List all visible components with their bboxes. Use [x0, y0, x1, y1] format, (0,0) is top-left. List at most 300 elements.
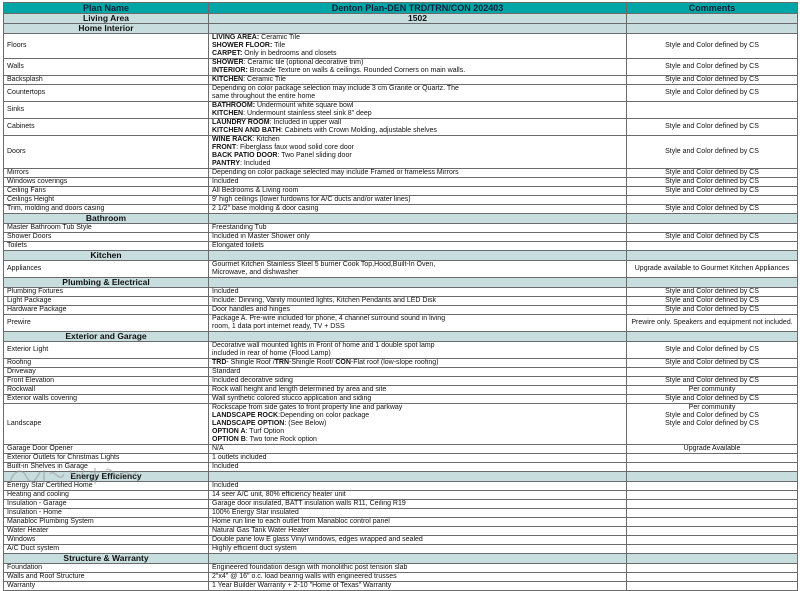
desc-text: All Bedrooms & Living room [212, 187, 299, 194]
feature-description [209, 242, 627, 251]
desc-line [212, 76, 623, 84]
desc-text: Garage door insulated, BATT insulation walls R11, Ceiling R19 [212, 500, 406, 507]
desc-line [212, 67, 623, 75]
desc-text: : Ceramic tile (optional decorative trim) [243, 59, 364, 66]
comment-text: Style and Color defined by CS [665, 123, 759, 130]
bold-label: KITCHEN [212, 110, 244, 117]
desc-text: : Kitchen [252, 136, 280, 143]
feature-comment [627, 34, 798, 59]
feature-description [209, 288, 627, 297]
feature-comment [627, 573, 798, 582]
section-row [4, 24, 798, 34]
desc-line [212, 233, 623, 241]
feature-name: Cabinets [4, 119, 209, 136]
table-row [4, 368, 798, 377]
desc-line [212, 224, 623, 232]
table-row [4, 85, 798, 102]
feature-comment [627, 395, 798, 404]
bold-label: CARPET: [212, 50, 243, 57]
desc-text: Included in Master Shower only [212, 233, 310, 240]
desc-line [212, 428, 623, 436]
desc-line [212, 395, 623, 403]
desc-text: : Included [240, 160, 271, 167]
desc-text: Standard [212, 368, 241, 375]
desc-line [212, 136, 623, 144]
feature-description [209, 368, 627, 377]
table-row [4, 102, 798, 119]
comment-text: Style and Color defined by CS [665, 169, 759, 176]
feature-description [209, 491, 627, 500]
desc-line [212, 297, 623, 305]
feature-comment [627, 306, 798, 315]
desc-line [212, 463, 623, 471]
comment-text: Style and Color defined by CS [665, 297, 759, 304]
feature-description [209, 445, 627, 454]
desc-text: 2"x4" @ 16" o.c. load bearing walls with engineered trusses [212, 573, 397, 580]
section-title: Bathroom [4, 214, 209, 224]
bold-label: LAUNDRY ROOM [212, 119, 270, 126]
feature-name: A/C Duct system [4, 545, 209, 554]
feature-name: Toilets [4, 242, 209, 251]
desc-text: : Included in upper wall [269, 119, 342, 126]
table-row [4, 454, 798, 463]
feature-name: Shower Doors [4, 233, 209, 242]
feature-description [209, 187, 627, 196]
feature-description [209, 395, 627, 404]
feature-name: Energy Star Certified Home [4, 482, 209, 491]
table-row [4, 297, 798, 306]
desc-text: Door handles and hinges [212, 306, 290, 313]
desc-text: : Cabinets with Crown Molding, adjustable shelves [280, 127, 437, 134]
feature-name: Hardware Package [4, 306, 209, 315]
feature-name: Rockwall [4, 386, 209, 395]
header-row [4, 3, 798, 14]
desc-line [212, 323, 623, 331]
desc-line [212, 527, 623, 535]
table-row [4, 395, 798, 404]
desc-text: 14 seer A/C unit, 80% efficiency heater unit [212, 491, 346, 498]
feature-name: Exterior walls covering [4, 395, 209, 404]
table-row [4, 34, 798, 59]
feature-comment [627, 445, 798, 454]
desc-text: Undermount white square bowl [255, 102, 354, 109]
feature-description [209, 297, 627, 306]
table-row [4, 315, 798, 332]
desc-text: Home run line to each outlet from Manabloc control panel [212, 518, 390, 525]
desc-line [212, 368, 623, 376]
comment-text: Style and Color defined by CS [665, 288, 759, 295]
desc-line [212, 482, 623, 490]
desc-line [212, 436, 623, 444]
desc-text: same throughout the entire home [212, 93, 316, 100]
desc-text: Package A. Pre-wire included for phone, 4 channel surround sound in living [212, 315, 446, 322]
desc-text: :Depending on color package [278, 412, 370, 419]
feature-name: Floors [4, 34, 209, 59]
comment-text: Style and Color defined by CS [665, 63, 759, 70]
feature-description [209, 463, 627, 472]
table-row [4, 491, 798, 500]
desc-line [212, 127, 623, 135]
comment-text: Style and Color defined by CS [665, 377, 759, 384]
feature-comment [627, 187, 798, 196]
comment-text: Prewire only. Speakers and equipment not included. [631, 319, 793, 326]
feature-comment [627, 454, 798, 463]
feature-description [209, 342, 627, 359]
desc-text: Wall synthetic colored stucco application and siding [212, 395, 372, 402]
desc-text: Gourmet Kitchen Stainless Steel 5 burner Cook Top,Hood,Built-In Oven, [212, 261, 436, 268]
feature-description [209, 359, 627, 368]
feature-name: Light Package [4, 297, 209, 306]
comment-line: Style and Color defined by CS [665, 412, 759, 419]
feature-name: Prewire [4, 315, 209, 332]
feature-description [209, 564, 627, 573]
feature-description [209, 178, 627, 187]
feature-name: Doors [4, 136, 209, 169]
section-row [4, 214, 798, 224]
desc-line [212, 377, 623, 385]
desc-line [212, 315, 623, 323]
feature-description [209, 196, 627, 205]
desc-text: : Turf Option [245, 428, 285, 435]
table-row [4, 536, 798, 545]
feature-comment [627, 233, 798, 242]
living-area-value: 1502 [209, 14, 627, 24]
bold-label: TRN [274, 359, 290, 366]
feature-comment [627, 342, 798, 359]
comment-text: Per community [688, 386, 736, 393]
section-row [4, 554, 798, 564]
living-area-label: Living Area [4, 14, 209, 24]
table-row [4, 482, 798, 491]
feature-name: Walls [4, 59, 209, 76]
feature-comment [627, 178, 798, 187]
table-row [4, 187, 798, 196]
section-title: Structure & Warranty [4, 554, 209, 564]
feature-comment [627, 368, 798, 377]
desc-line [212, 491, 623, 499]
section-title: Plumbing & Electrical [4, 278, 209, 288]
desc-text: Only in bedrooms and closets [242, 50, 337, 57]
table-row [4, 242, 798, 251]
feature-comment [627, 482, 798, 491]
feature-comment [627, 59, 798, 76]
bold-label: INTERIOR: [212, 67, 248, 74]
feature-description [209, 377, 627, 386]
section-row [4, 278, 798, 288]
section-title: Exterior and Garage [4, 332, 209, 342]
comment-text: Style and Color defined by CS [665, 187, 759, 194]
desc-line [212, 288, 623, 296]
feature-name: Garage Door Opener [4, 445, 209, 454]
table-row [4, 500, 798, 509]
feature-name: Ceiling Fans [4, 187, 209, 196]
feature-name: Walls and Roof Structure [4, 573, 209, 582]
desc-text: Double pane low E glass Vinyl windows, edges wrapped and sealed [212, 536, 423, 543]
bold-label: WINE RACK [212, 136, 253, 143]
feature-description [209, 509, 627, 518]
bold-label: CON [335, 359, 351, 366]
desc-line [212, 454, 623, 462]
desc-text: Highly efficient duct system [212, 545, 297, 552]
feature-description [209, 119, 627, 136]
comment-text: Style and Color defined by CS [665, 233, 759, 240]
feature-comment [627, 196, 798, 205]
table-row [4, 518, 798, 527]
desc-text: Rockscape from side gates to front property line and parkway [212, 404, 403, 411]
desc-text: Included decorative siding [212, 377, 293, 384]
feature-description [209, 205, 627, 214]
section-row [4, 472, 798, 482]
desc-text: Ceramic Tile [259, 34, 301, 41]
table-row [4, 342, 798, 359]
feature-comment [627, 76, 798, 85]
bold-label: BACK PATIO DOOR [212, 152, 278, 159]
comment-text: Style and Color defined by CS [665, 178, 759, 185]
desc-text: Included [212, 288, 239, 295]
feature-comment [627, 564, 798, 573]
feature-comment [627, 518, 798, 527]
desc-line [212, 160, 623, 168]
table-row [4, 509, 798, 518]
section-title: Energy Efficiency [4, 472, 209, 482]
header-plan-name: Plan Name [4, 3, 209, 14]
desc-text: N/A [212, 445, 224, 452]
bold-label: KITCHEN AND BATH [212, 127, 281, 134]
desc-text: Tile [272, 42, 286, 49]
bold-label: BATHROOM: [212, 102, 256, 109]
feature-description [209, 527, 627, 536]
feature-name: Manabloc Plumbing System [4, 518, 209, 527]
desc-line [212, 412, 623, 420]
desc-text: Elongated toilets [212, 242, 264, 249]
desc-text: Natural Gas Tank Water Heater [212, 527, 310, 534]
feature-comment [627, 545, 798, 554]
desc-text: -Shingle Roof/ [289, 359, 336, 366]
feature-name: Ceilings Height [4, 196, 209, 205]
bold-label: PANTRY [212, 160, 240, 167]
desc-line [212, 342, 623, 350]
feature-comment [627, 359, 798, 368]
desc-line [212, 269, 623, 277]
desc-text: 9' high ceilings (lower furdowns for A/C ducts and/or water lines) [212, 196, 411, 203]
table-row [4, 527, 798, 536]
table-row [4, 445, 798, 454]
desc-line [212, 386, 623, 394]
desc-line [212, 187, 623, 195]
table-row [4, 463, 798, 472]
table-row [4, 119, 798, 136]
feature-description [209, 261, 627, 278]
bold-label: LANDSCAPE ROCK [212, 412, 279, 419]
table-row [4, 573, 798, 582]
desc-text: Depending on color package selection may include 3 cm Granite or Quartz. The [212, 85, 459, 92]
feature-description [209, 233, 627, 242]
feature-description [209, 34, 627, 59]
feature-comment [627, 169, 798, 178]
desc-line [212, 34, 623, 42]
feature-comment [627, 509, 798, 518]
desc-text: Microwave, and dishwasher [212, 269, 299, 276]
desc-text: Included [212, 178, 239, 185]
desc-line [212, 306, 623, 314]
bold-label: SHOWER [212, 59, 244, 66]
bold-label: OPTION B [212, 436, 246, 443]
table-row [4, 404, 798, 445]
desc-line [212, 50, 623, 58]
table-row [4, 205, 798, 214]
feature-name: Backsplash [4, 76, 209, 85]
desc-line [212, 404, 623, 412]
feature-comment [627, 500, 798, 509]
section-title: Kitchen [4, 251, 209, 261]
section-title: Home Interior [4, 24, 209, 34]
desc-line [212, 582, 623, 590]
desc-line [212, 205, 623, 213]
desc-text: : Undermount stainless steel sink 8" deep [243, 110, 372, 117]
feature-description [209, 582, 627, 591]
table-row [4, 59, 798, 76]
desc-text: - Shingle Roof / [226, 359, 275, 366]
feature-comment [627, 491, 798, 500]
feature-comment [627, 297, 798, 306]
feature-comment [627, 377, 798, 386]
feature-comment [627, 119, 798, 136]
feature-name: Trim, molding and doors casing [4, 205, 209, 214]
feature-name: Windows coverings [4, 178, 209, 187]
feature-comment [627, 527, 798, 536]
comment-text: Style and Color defined by CS [665, 42, 759, 49]
feature-comment [627, 205, 798, 214]
desc-line [212, 573, 623, 581]
comment-text: Style and Color defined by CS [665, 205, 759, 212]
feature-description [209, 85, 627, 102]
feature-description [209, 59, 627, 76]
desc-text: room, 1 data port internet ready, TV + DSS [212, 323, 345, 330]
feature-description [209, 315, 627, 332]
comment-line: Style and Color defined by CS [665, 420, 759, 427]
feature-name: Exterior Light [4, 342, 209, 359]
desc-line [212, 144, 623, 152]
desc-line [212, 445, 623, 453]
comment-text: Style and Color defined by CS [665, 148, 759, 155]
feature-comment [627, 261, 798, 278]
feature-description [209, 76, 627, 85]
feature-description [209, 102, 627, 119]
feature-name: Sinks [4, 102, 209, 119]
desc-text: included in rear of home (Flood Lamp) [212, 350, 331, 357]
desc-text: : Ceramic Tile [243, 76, 286, 83]
feature-description [209, 404, 627, 445]
feature-description [209, 500, 627, 509]
feature-name: Insulation - Home [4, 509, 209, 518]
desc-text: Include: Dinning, Vanity mounted lights, Kitchen Pendants and LED Disk [212, 297, 436, 304]
header-plan-title: Denton Plan-DEN TRD/TRN/CON 202403 [209, 3, 627, 14]
section-row [4, 251, 798, 261]
feature-description [209, 386, 627, 395]
desc-line [212, 152, 623, 160]
feature-name: Exterior Outlets for Christmas Lights [4, 454, 209, 463]
table-row [4, 306, 798, 315]
comment-text: Upgrade Available [683, 445, 741, 452]
feature-description [209, 536, 627, 545]
comment-line: Per community [688, 404, 736, 411]
desc-line [212, 242, 623, 250]
desc-text: Included [212, 482, 239, 489]
table-row [4, 261, 798, 278]
desc-text: 1 Year Builder Warranty + 2-10 "Home of Texas" Warranty [212, 582, 392, 589]
spec-body [4, 14, 798, 591]
desc-line [212, 93, 623, 101]
feature-description [209, 306, 627, 315]
feature-name: Warranty [4, 582, 209, 591]
feature-name: Front Elevation [4, 377, 209, 386]
desc-line [212, 110, 623, 118]
desc-text: : (See Below) [284, 420, 327, 427]
desc-line [212, 85, 623, 93]
desc-text: Included [212, 463, 239, 470]
comment-text: Style and Color defined by CS [665, 359, 759, 366]
desc-line [212, 420, 623, 428]
feature-comment [627, 85, 798, 102]
feature-description [209, 573, 627, 582]
feature-name: Plumbing Fixtures [4, 288, 209, 297]
desc-text: 1 outlets included [212, 454, 267, 461]
table-row [4, 545, 798, 554]
feature-name: Insulation - Garage [4, 500, 209, 509]
table-row [4, 377, 798, 386]
bold-label: TRD [212, 359, 227, 366]
desc-text: -Flat roof (low-slope roofing) [350, 359, 439, 366]
table-row [4, 76, 798, 85]
desc-line [212, 59, 623, 67]
desc-line [212, 545, 623, 553]
desc-text: Rock wall height and length determined by area and site [212, 386, 387, 393]
table-row [4, 178, 798, 187]
desc-line [212, 119, 623, 127]
desc-line [212, 359, 623, 367]
feature-name: Roofing [4, 359, 209, 368]
living-area-row [4, 14, 798, 24]
desc-line [212, 169, 623, 177]
desc-line [212, 518, 623, 526]
feature-name: Master Bathroom Tub Style [4, 224, 209, 233]
table-row [4, 386, 798, 395]
desc-text: Decorative wall mounted lights in Front of home and 1 double spot lamp [212, 342, 435, 349]
desc-line [212, 261, 623, 269]
spec-table [3, 2, 798, 591]
bold-label: SHOWER FLOOR: [212, 42, 273, 49]
desc-line [212, 564, 623, 572]
feature-comment [627, 386, 798, 395]
table-row [4, 359, 798, 368]
feature-name: Driveway [4, 368, 209, 377]
feature-comment [627, 463, 798, 472]
feature-comment [627, 136, 798, 169]
desc-text: : Two Panel sliding door [277, 152, 352, 159]
table-row [4, 169, 798, 178]
bold-label: KITCHEN [212, 76, 244, 83]
comment-text: Upgrade available to Gourmet Kitchen Appliances [634, 265, 790, 272]
desc-line [212, 42, 623, 50]
comment-text: Style and Color defined by CS [665, 306, 759, 313]
table-row [4, 224, 798, 233]
feature-description [209, 224, 627, 233]
section-row [4, 332, 798, 342]
bold-label: OPTION A [212, 428, 246, 435]
comment-text: Style and Color defined by CS [665, 89, 759, 96]
feature-comment [627, 404, 798, 445]
feature-name: Built-in Shelves in Garage [4, 463, 209, 472]
